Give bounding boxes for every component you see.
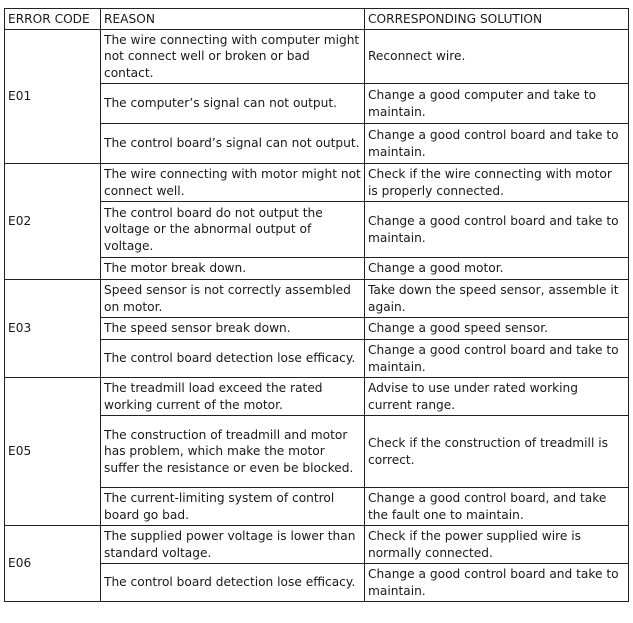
- solution-cell: Reconnect wire.: [365, 30, 629, 84]
- reason-cell: The construction of treadmill and motor has problem, which make the motor suffer the resistance or even be blocked.: [101, 416, 365, 488]
- reason-cell: The control board’s signal can not output.: [101, 124, 365, 164]
- header-solution: CORRESPONDING SOLUTION: [365, 9, 629, 30]
- table-header-row: [5, 9, 629, 30]
- reason-cell: The current-limiting system of control board go bad.: [101, 488, 365, 526]
- solution-cell: Change a good control board and take to maintain.: [365, 124, 629, 164]
- solution-cell: Check if the power supplied wire is normally connected.: [365, 526, 629, 564]
- reason-cell: The motor break down.: [101, 258, 365, 280]
- header-reason: REASON: [101, 9, 365, 30]
- reason-cell: The control board detection lose efficacy.: [101, 564, 365, 602]
- solution-cell: Change a good control board and take to maintain.: [365, 340, 629, 378]
- reason-cell: Speed sensor is not correctly assembled on motor.: [101, 280, 365, 318]
- reason-cell: The supplied power voltage is lower than standard voltage.: [101, 526, 365, 564]
- reason-cell: The control board do not output the voltage or the abnormal output of voltage.: [101, 202, 365, 258]
- solution-cell: Advise to use under rated working current range.: [365, 378, 629, 416]
- table-row: [5, 378, 629, 416]
- table-row: [5, 280, 629, 318]
- error-code-cell: E06: [5, 526, 101, 602]
- reason-cell: The control board detection lose efficacy.: [101, 340, 365, 378]
- table-row: [5, 164, 629, 202]
- table-row: [5, 526, 629, 564]
- error-code-cell: E01: [5, 30, 101, 164]
- solution-cell: Check if the construction of treadmill is correct.: [365, 416, 629, 488]
- error-code-cell: E02: [5, 164, 101, 280]
- error-code-cell: E05: [5, 378, 101, 526]
- header-error-code: ERROR CODE: [5, 9, 101, 30]
- reason-cell: The treadmill load exceed the rated working current of the motor.: [101, 378, 365, 416]
- error-code-table-wrapper: [4, 8, 629, 602]
- solution-cell: Change a good speed sensor.: [365, 318, 629, 340]
- solution-cell: Change a good control board, and take the fault one to maintain.: [365, 488, 629, 526]
- solution-cell: Change a good control board and take to maintain.: [365, 564, 629, 602]
- error-code-cell: E03: [5, 280, 101, 378]
- solution-cell: Check if the wire connecting with motor is properly connected.: [365, 164, 629, 202]
- table-row: [5, 30, 629, 84]
- reason-cell: The speed sensor break down.: [101, 318, 365, 340]
- reason-cell: The wire connecting with computer might not connect well or broken or bad contact.: [101, 30, 365, 84]
- solution-cell: Change a good control board and take to maintain.: [365, 202, 629, 258]
- reason-cell: The computer’s signal can not output.: [101, 84, 365, 124]
- solution-cell: Take down the speed sensor, assemble it again.: [365, 280, 629, 318]
- solution-cell: Change a good motor.: [365, 258, 629, 280]
- solution-cell: Change a good computer and take to maintain.: [365, 84, 629, 124]
- error-code-table: [4, 8, 629, 602]
- reason-cell: The wire connecting with motor might not connect well.: [101, 164, 365, 202]
